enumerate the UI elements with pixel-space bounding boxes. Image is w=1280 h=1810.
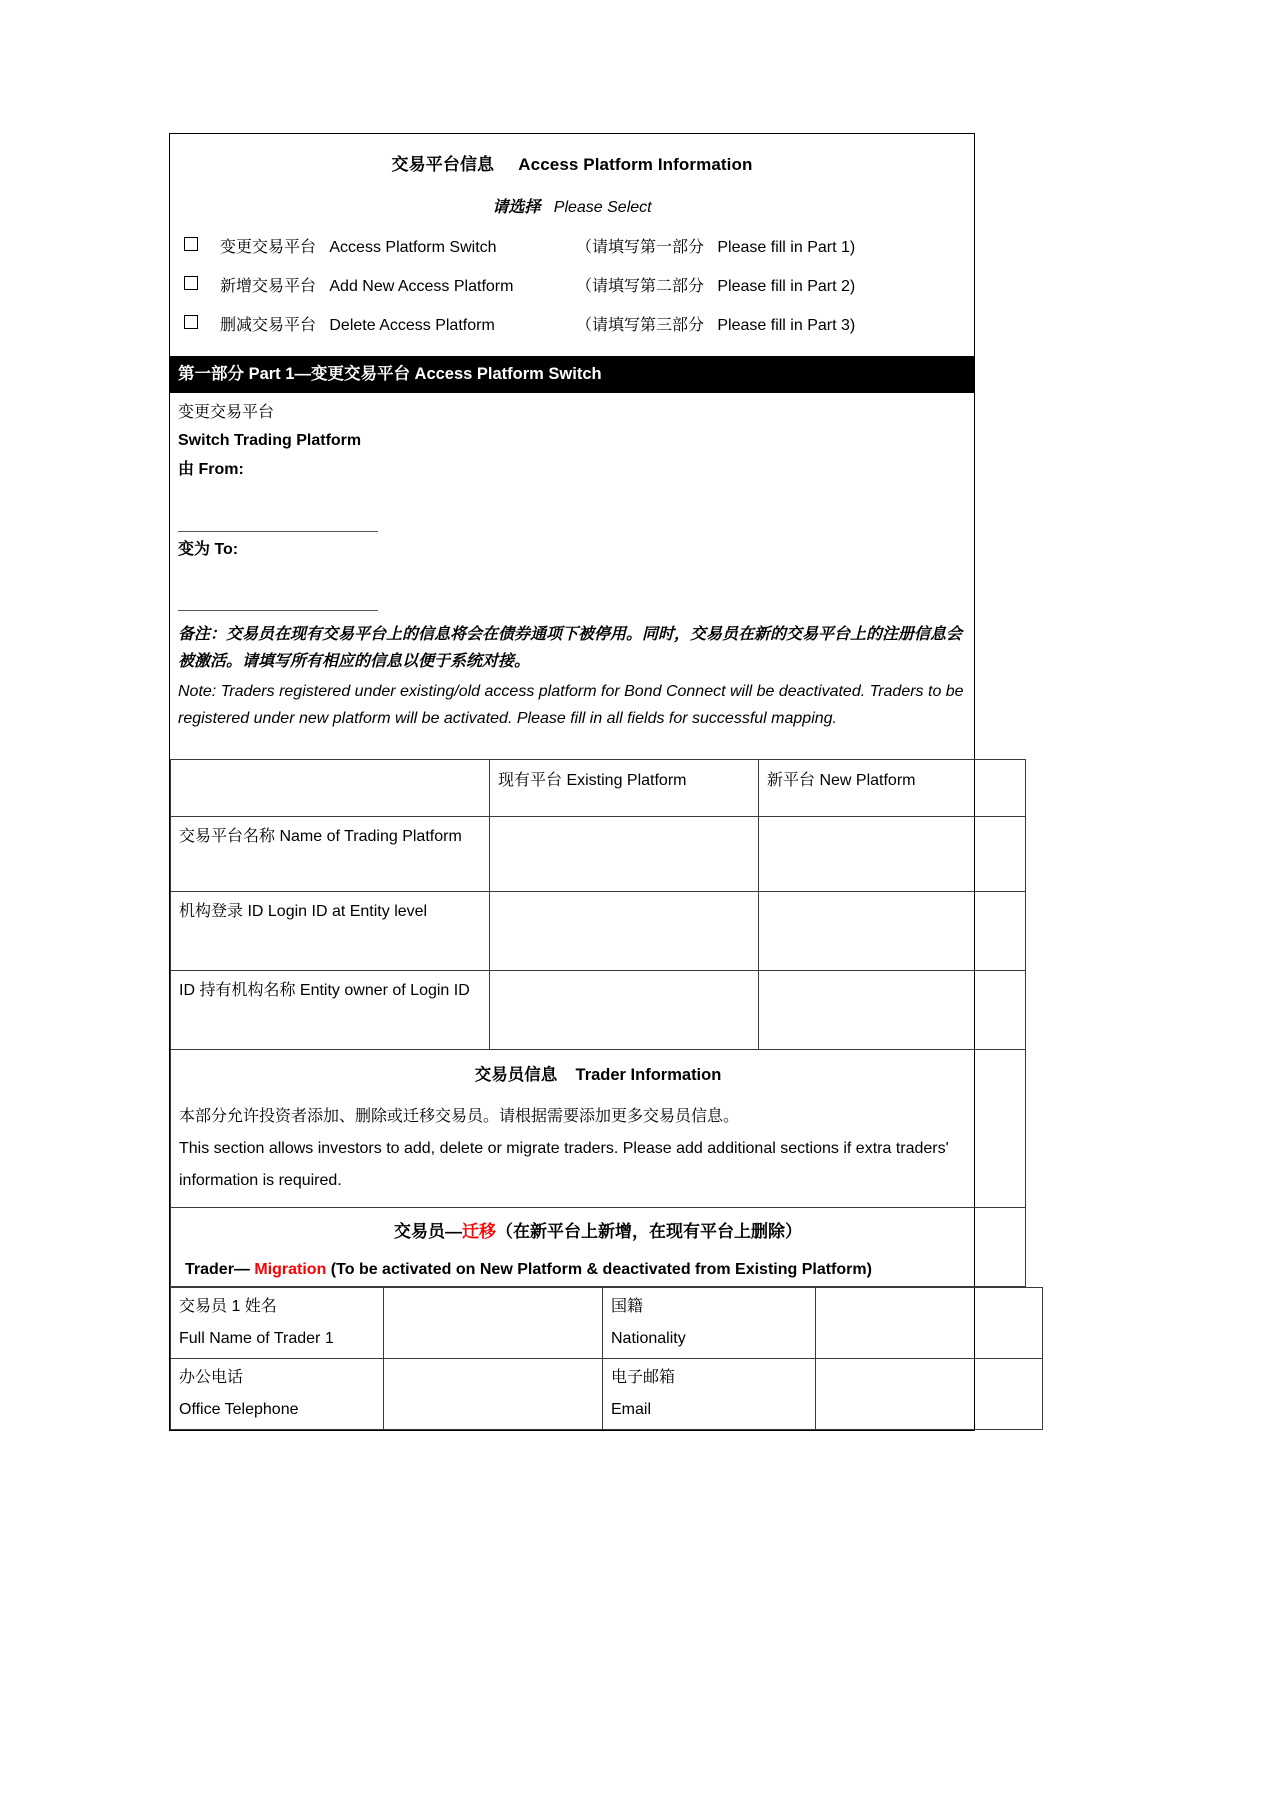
trader1-nationality-label xyxy=(603,1288,816,1359)
trader1-telephone-label-en: Office Telephone xyxy=(179,1400,299,1418)
row-label-login-id-cn: 机构登录 ID xyxy=(179,902,264,920)
cell-login-id-existing[interactable] xyxy=(490,891,759,970)
option-note-switch-cn: （请填写第一部分 xyxy=(576,238,705,256)
option-note-delete-en: Please fill in Part 3) xyxy=(717,317,856,335)
trader1-name-label-en: Full Name of Trader 1 xyxy=(179,1329,334,1347)
trader1-nationality-label-cn: 国籍 xyxy=(611,1298,644,1316)
section-title xyxy=(170,152,974,178)
cell-login-id-new[interactable] xyxy=(759,891,1026,970)
trader-information-title xyxy=(179,1062,1017,1089)
switch-label-en: Switch Trading Platform xyxy=(178,432,362,450)
option-label-add-cn: 新增交易平台 xyxy=(220,277,317,295)
trader1-email-value[interactable] xyxy=(816,1359,1043,1430)
platform-header-new: 新平台 New Platform xyxy=(759,759,1026,816)
from-label: 由 From: xyxy=(178,460,244,478)
table-row xyxy=(171,816,1026,891)
platform-header-blank xyxy=(171,759,490,816)
option-row-switch[interactable] xyxy=(170,237,974,259)
trader-information-body-cn: 本部分允许投资者添加、删除或迁移交易员。请根据需要添加更多交易员信息。 xyxy=(179,1107,740,1125)
trader1-telephone-label xyxy=(171,1359,384,1430)
trader-details-table xyxy=(170,1287,1043,1430)
option-row-add[interactable] xyxy=(170,276,974,298)
section-title-en: Access Platform Information xyxy=(518,155,753,174)
option-note-delete xyxy=(576,315,855,337)
option-note-switch-en: Please fill in Part 1) xyxy=(717,238,856,256)
migration-header xyxy=(171,1207,1026,1287)
option-label-delete xyxy=(220,315,576,337)
row-label-login-id xyxy=(171,891,490,970)
migration-title-en-suffix: (To be activated on New Platform & deactivated from Existing Platform) xyxy=(326,1260,872,1278)
access-platform-information-section xyxy=(170,134,974,356)
section-title-cn: 交易平台信息 xyxy=(391,155,495,174)
table-row xyxy=(171,970,1026,1049)
please-select-label xyxy=(170,196,974,220)
row-label-login-id-en: Login ID at Entity level xyxy=(267,902,428,920)
row-label-platform-name xyxy=(171,816,490,891)
please-select-en: Please Select xyxy=(553,198,652,216)
trader-information-title-en: Trader Information xyxy=(575,1065,722,1084)
option-label-switch-en: Access Platform Switch xyxy=(329,238,497,256)
note-block xyxy=(170,619,974,759)
table-row xyxy=(171,1359,1043,1430)
option-note-add-en: Please fill in Part 2) xyxy=(717,277,856,295)
form-document xyxy=(169,133,975,1431)
row-label-platform-name-cn: 交易平台名称 xyxy=(179,827,276,845)
migration-title-cn xyxy=(179,1218,1017,1245)
cell-entity-owner-new[interactable] xyxy=(759,970,1026,1049)
platform-table-header-row xyxy=(171,759,1026,816)
from-input-line[interactable] xyxy=(178,530,378,532)
checkbox-add-new-access-platform[interactable] xyxy=(184,276,198,290)
trader1-nationality-value[interactable] xyxy=(816,1288,1043,1359)
option-note-delete-cn: （请填写第三部分 xyxy=(576,317,705,335)
option-label-switch xyxy=(220,237,576,259)
trader-information-body-en: This section allows investors to add, delete or migrate traders. Please add additional sections if extra traders' information is required. xyxy=(179,1139,949,1189)
trader1-telephone-value[interactable] xyxy=(384,1359,603,1430)
option-label-delete-cn: 删减交易平台 xyxy=(220,317,317,335)
option-row-delete[interactable] xyxy=(170,315,974,337)
platform-comparison-table xyxy=(170,759,1026,1287)
please-select-cn: 请选择 xyxy=(492,198,541,216)
row-label-entity-owner xyxy=(171,970,490,1049)
trader1-name-label-cn: 交易员 1 姓名 xyxy=(179,1298,277,1316)
trader1-email-label-en: Email xyxy=(611,1400,652,1418)
switch-label-cn: 变更交易平台 xyxy=(178,403,275,421)
part1-header-bar: 第一部分 Part 1—变更交易平台 Access Platform Switch xyxy=(170,356,974,393)
note-text-en: Note: Traders registered under existing/old access platform for Bond Connect will be deactivated. Traders to be registered under new platform will be activated. Please fill in all fields for successful mapping. xyxy=(178,682,964,728)
trader1-name-label xyxy=(171,1288,384,1359)
row-label-entity-owner-en: Entity owner of Login ID xyxy=(299,981,470,999)
option-note-add xyxy=(576,276,855,298)
note-spacer xyxy=(178,733,974,759)
trader1-telephone-label-cn: 办公电话 xyxy=(179,1369,244,1387)
cell-platform-name-existing[interactable] xyxy=(490,816,759,891)
checkbox-delete-access-platform[interactable] xyxy=(184,315,198,329)
option-note-add-cn: （请填写第二部分 xyxy=(576,277,705,295)
option-label-add-en: Add New Access Platform xyxy=(329,277,514,295)
migration-title-en-prefix: Trader— xyxy=(185,1260,255,1278)
trader1-email-label xyxy=(603,1359,816,1430)
option-label-delete-en: Delete Access Platform xyxy=(329,317,495,335)
platform-header-existing: 现有平台 Existing Platform xyxy=(490,759,759,816)
cell-platform-name-new[interactable] xyxy=(759,816,1026,891)
option-label-add xyxy=(220,276,576,298)
to-input-line[interactable] xyxy=(178,609,378,611)
trader1-name-value[interactable] xyxy=(384,1288,603,1359)
table-row xyxy=(171,891,1026,970)
trader-information-row xyxy=(171,1049,1026,1207)
migration-title-cn-prefix: 交易员— xyxy=(394,1221,462,1241)
to-label: 变为 To: xyxy=(178,541,239,559)
migration-title-en-red: Migration xyxy=(254,1260,327,1278)
option-label-switch-cn: 变更交易平台 xyxy=(220,238,317,256)
trader-information-section xyxy=(171,1049,1026,1207)
switch-trading-platform-block xyxy=(170,393,974,619)
row-label-platform-name-en: Name of Trading Platform xyxy=(279,827,462,845)
checkbox-access-platform-switch[interactable] xyxy=(184,237,198,251)
trader1-nationality-label-en: Nationality xyxy=(611,1329,686,1347)
cell-entity-owner-existing[interactable] xyxy=(490,970,759,1049)
table-row xyxy=(171,1288,1043,1359)
migration-title-cn-suffix: （在新平台上新增，在现有平台上删除） xyxy=(496,1221,802,1241)
migration-header-row xyxy=(171,1207,1026,1287)
trader1-email-label-cn: 电子邮箱 xyxy=(611,1369,676,1387)
row-label-entity-owner-cn: ID 持有机构名称 xyxy=(179,981,296,999)
note-text-cn: 备注：交易员在现有交易平台上的信息将会在债券通项下被停用。同时，交易员在新的交易平台上的注册信息会被激活。请填写所有相应的信息以便于系统对接。 xyxy=(178,625,963,671)
migration-title-cn-red: 迁移 xyxy=(462,1221,496,1241)
option-note-switch xyxy=(576,237,855,259)
trader-information-title-cn: 交易员信息 xyxy=(474,1065,558,1084)
migration-title-en xyxy=(179,1257,1017,1283)
